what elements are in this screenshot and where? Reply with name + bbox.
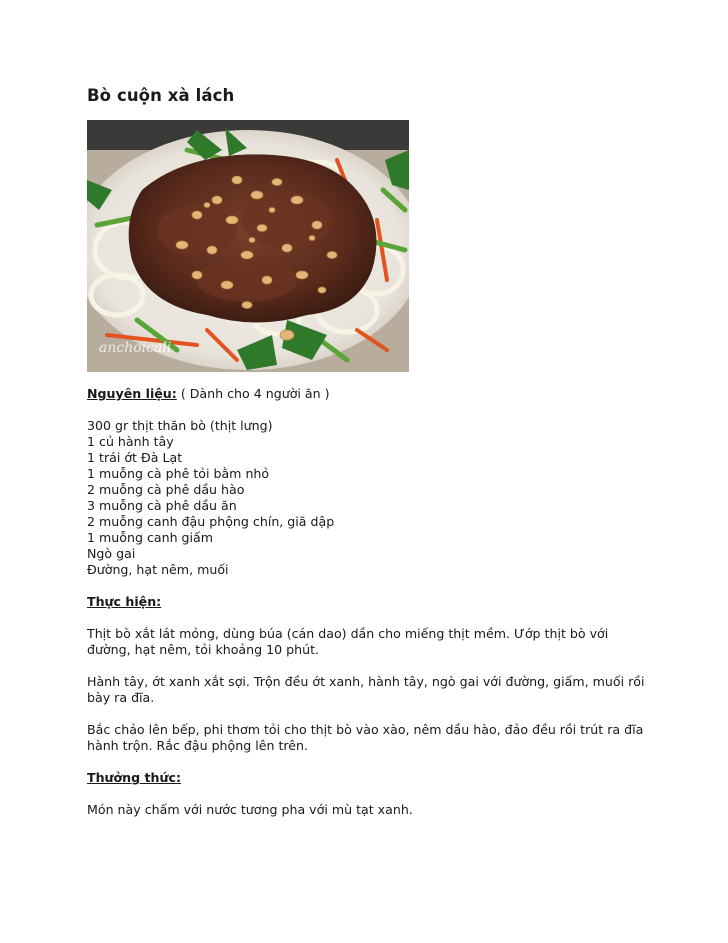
ingredient-list bbox=[87, 418, 647, 578]
page-title: Bò cuộn xà lách bbox=[87, 86, 235, 105]
ingredient-item: 1 muỗng canh giấm bbox=[87, 530, 214, 545]
dish-photo bbox=[87, 120, 409, 372]
ingredient-item: 3 muỗng cà phê dầu ăn bbox=[87, 498, 237, 513]
ingredient-item: Ngò gai bbox=[87, 546, 136, 561]
ingredient-item: 1 trái ớt Đà Lạt bbox=[87, 450, 183, 465]
dish-illustration bbox=[87, 120, 409, 372]
ingredients-heading-line bbox=[87, 386, 647, 402]
method-paragraph: Thịt bò xắt lát mỏng, dùng búa (cán dao) dần cho miếng thịt mềm. Ướp thịt bò với đường, hạt nêm, tỏi khoảng 10 phút. bbox=[87, 626, 609, 657]
servings-note: ( Dành cho 4 người ăn ) bbox=[176, 386, 330, 401]
ingredient-item: 2 muỗng cà phê dầu hào bbox=[87, 482, 245, 497]
ingredient-item: 2 muỗng canh đậu phộng chín, giã dập bbox=[87, 514, 335, 529]
ingredient-item: 300 gr thịt thăn bò (thịt lưng) bbox=[87, 418, 273, 433]
ingredients-heading: Nguyên liệu: bbox=[87, 386, 177, 401]
photo-watermark: anchoicali bbox=[99, 340, 172, 356]
serving-heading: Thưởng thức: bbox=[87, 770, 181, 785]
recipe-body bbox=[87, 386, 647, 818]
ingredient-item: Đường, hạt nêm, muối bbox=[87, 562, 229, 577]
method-heading: Thực hiện: bbox=[87, 594, 162, 609]
ingredient-item: 1 củ hành tây bbox=[87, 434, 174, 449]
serving-text: Món này chấm với nước tương pha với mù tạt xanh. bbox=[87, 802, 413, 817]
method-paragraph: Bắc chảo lên bếp, phi thơm tỏi cho thịt bò vào xào, nêm dầu hào, đảo đều rồi trút ra đĩa hành trộn. Rắc đậu phộng lên trên. bbox=[87, 722, 644, 753]
ingredient-item: 1 muỗng cà phê tỏi bằm nhỏ bbox=[87, 466, 270, 481]
method-paragraph: Hành tây, ớt xanh xắt sợi. Trộn đều ớt xanh, hành tây, ngò gai với đường, giấm, muối rồi bày ra đĩa. bbox=[87, 674, 645, 705]
